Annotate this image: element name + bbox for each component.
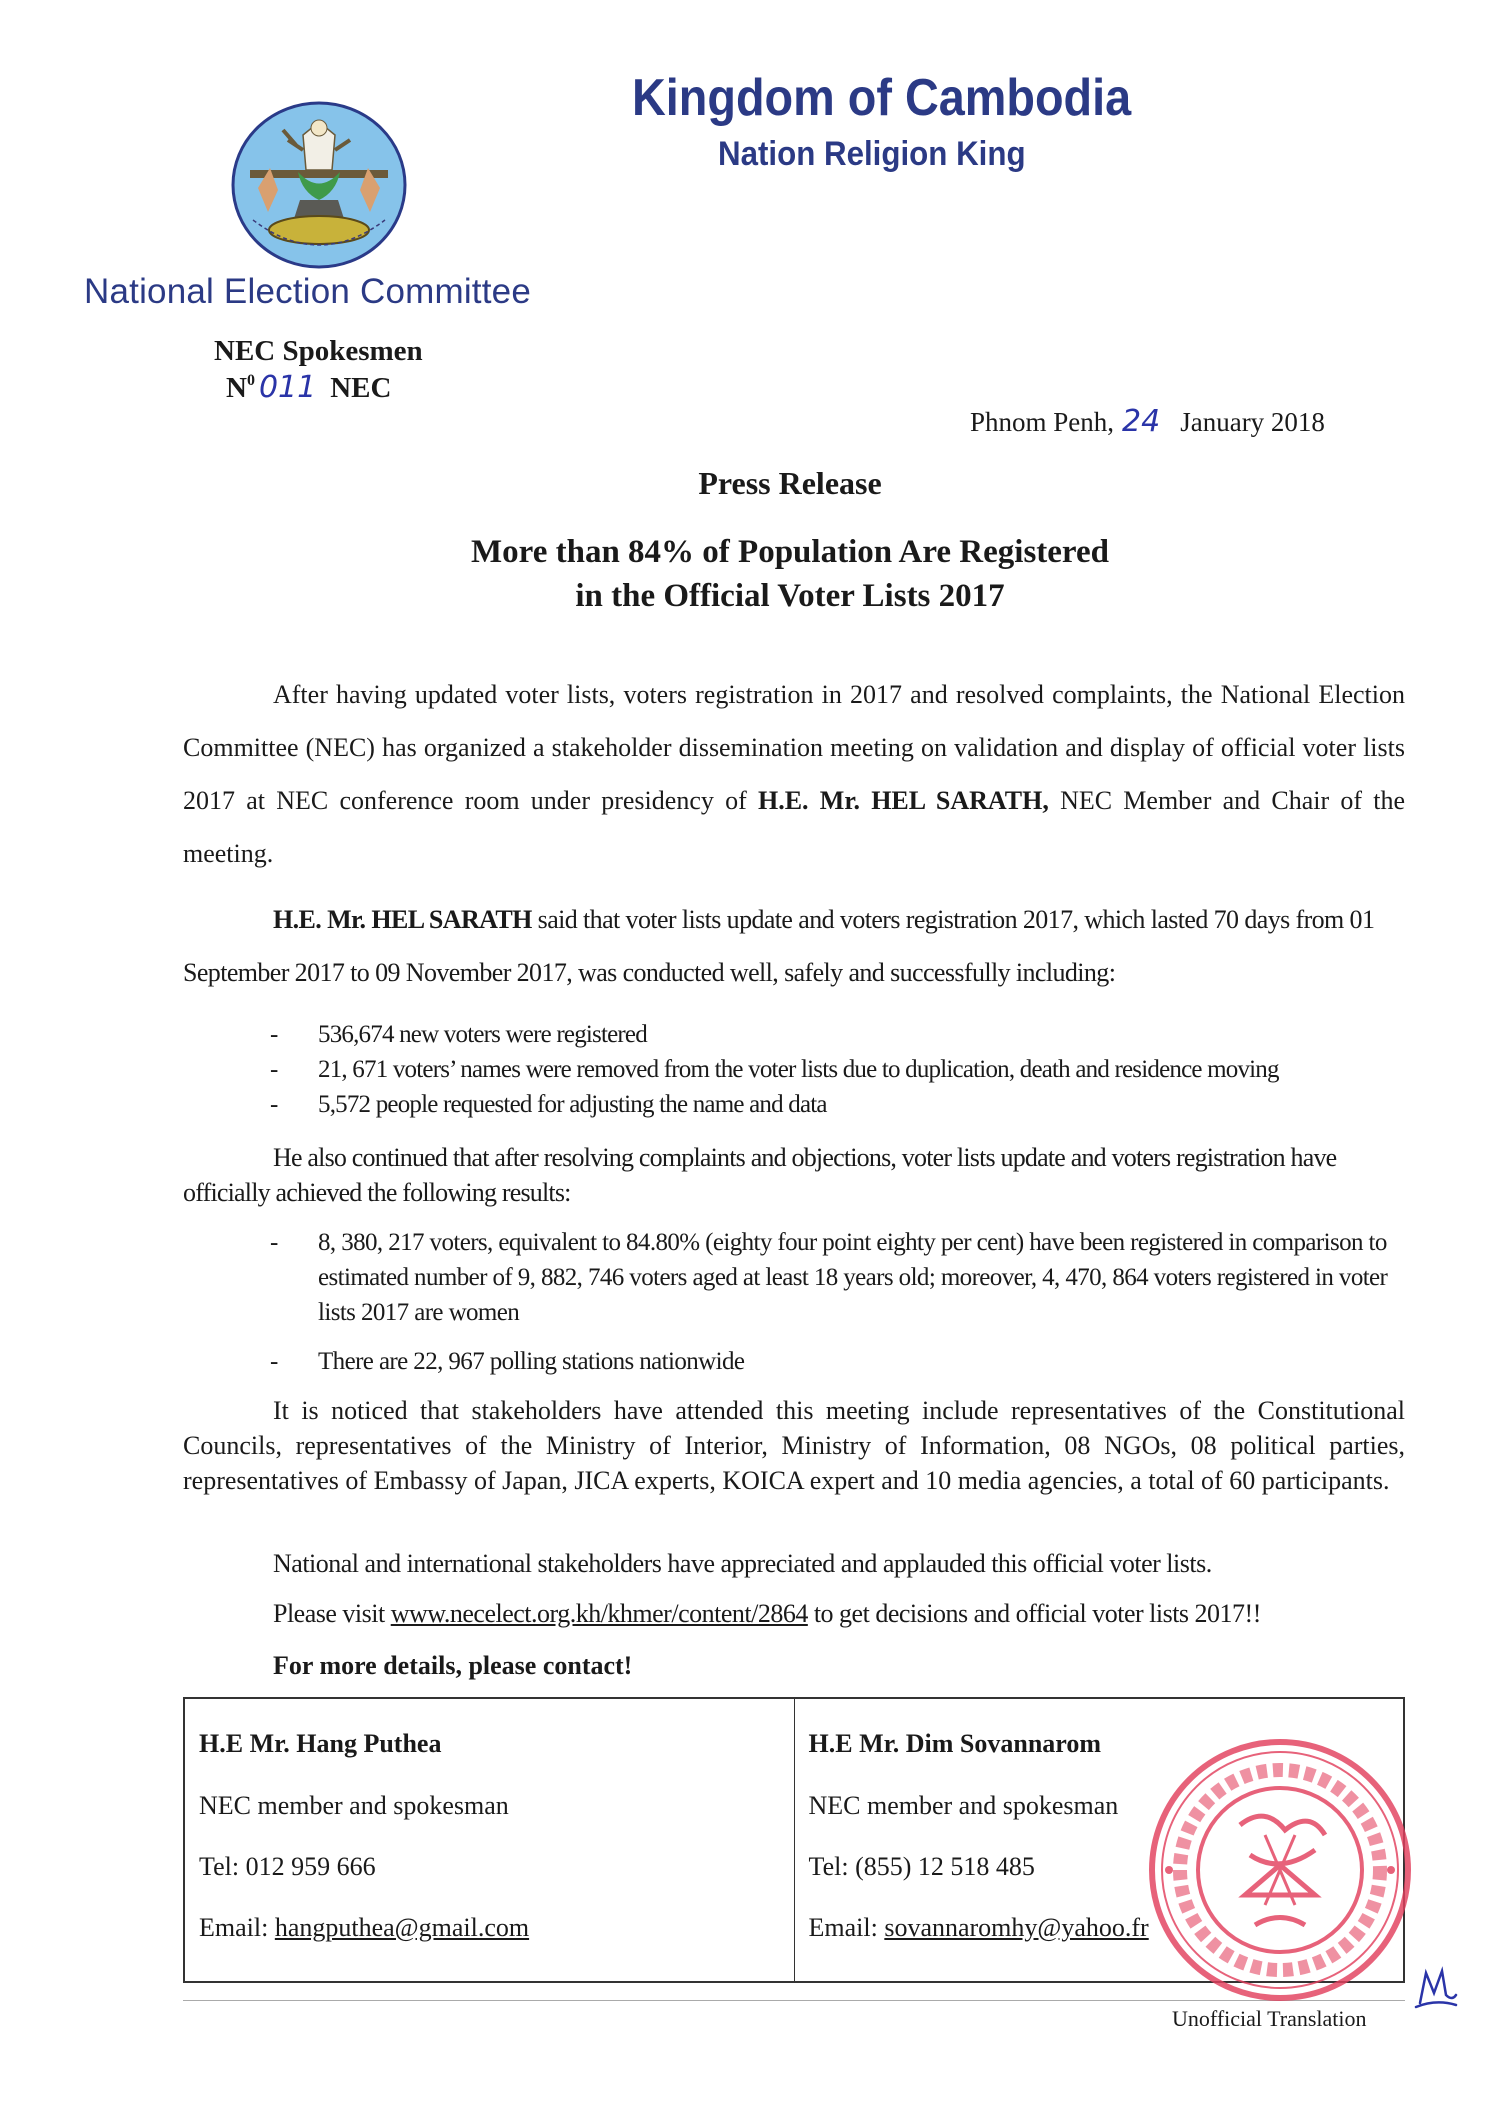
contact-prompt (183, 1648, 1405, 1683)
p6-post: to get decisions and official voter lists 2017!! (813, 1599, 1261, 1628)
date-month-year: January 2018 (1180, 407, 1325, 437)
email-label: Email: (808, 1913, 878, 1942)
headline-line-1: More than 84% of Population Are Registered (471, 534, 1109, 570)
paragraph-intro (183, 668, 1405, 880)
p3-text: He also continued that after resolving complaints and objections, voter lists update and voters registration have officially achieved the following results: (183, 1143, 1337, 1207)
official-stamp-icon (1145, 1735, 1415, 2005)
list-item: - There are 22, 967 polling stations nationwide (270, 1344, 1405, 1379)
contact-email (199, 1913, 780, 1943)
p2-bold-name: H.E. Mr. HEL SARATH (273, 905, 532, 934)
paragraph-results-intro (183, 1140, 1405, 1210)
ref-suffix: NEC (330, 372, 392, 404)
list-item: - 21, 671 voters’ names were removed from the voter lists due to duplication, death and residence moving (270, 1052, 1279, 1087)
office-name: NEC Spokesmen (214, 335, 423, 367)
tel-value: (855) 12 518 485 (855, 1852, 1035, 1881)
email-link[interactable]: sovannaromhy@yahoo.fr (884, 1913, 1149, 1942)
handwritten-initials-icon (1412, 1965, 1458, 2011)
tel-label: Tel: (199, 1852, 240, 1881)
contact-name: H.E Mr. Hang Puthea (199, 1729, 442, 1758)
paragraph-chair-statement (183, 893, 1405, 999)
date-line (970, 404, 1325, 439)
date-day-handwritten: 24 (1122, 404, 1161, 439)
email-link[interactable]: hangputhea@gmail.com (274, 1913, 530, 1942)
paragraph-stakeholders (183, 1393, 1405, 1498)
unofficial-translation-note: Unofficial Translation (1172, 2006, 1367, 2031)
ref-number-handwritten: 011 (258, 370, 317, 405)
contact-role: NEC member and spokesman (808, 1791, 1119, 1820)
ref-prefix: N (226, 372, 247, 404)
headline-line-2: in the Official Voter Lists 2017 (575, 578, 1005, 614)
headline (0, 530, 1500, 618)
list-item: - 8, 380, 217 voters, equivalent to 84.80% (eighty four point eighty per cent) have been registered in comparison to estimated number of 9, 882, 746 voters aged at least 18 years old; moreover, 4, 470, 864 voters registered in voter lists 2017 are women (270, 1225, 1405, 1330)
p2-text: said that voter lists update and voters registration 2017, which lasted 70 days from 01 September 2017 to 09 November 2017, was conducted well, safely and successfully including: (183, 905, 1375, 987)
date-place: Phnom Penh, (970, 407, 1115, 437)
p5-text: National and international stakeholders have appreciated and applauded this official voter lists. (273, 1549, 1212, 1578)
national-motto: Nation Religion King (718, 135, 1026, 173)
nec-emblem-logo (228, 100, 410, 270)
official-results-list (270, 1225, 1405, 1393)
p6-pre: Please visit (273, 1599, 385, 1628)
paragraph-appreciation (183, 1546, 1405, 1581)
contact-name: H.E Mr. Dim Sovannarom (808, 1729, 1102, 1758)
org-name: National Election Committee (84, 272, 531, 311)
email-label: Email: (199, 1913, 269, 1942)
tel-label: Tel: (808, 1852, 849, 1881)
p4-text: It is noticed that stakeholders have attended this meeting include representatives of the Constitutional Councils, representatives of the Ministry of Interior, Ministry of Information, 08 NGOs, 08 political parties, representatives of Embassy of Japan, JICA experts, KOICA expert and 10 media agencies, a total of 60 participants. (183, 1396, 1405, 1495)
reference-number (226, 370, 391, 405)
list-item: - 536,674 new voters were registered (270, 1017, 1279, 1052)
update-results-list (270, 1017, 1279, 1122)
p1-text: After having updated voter lists, voters registration in 2017 and resolved complaints, the National Election Committee (NEC) has organized a stakeholder dissemination meeting on validation and display of official voter lists 2017 at NEC conference room under presidency of (183, 680, 1405, 815)
p1-tail: NEC Member and Chair of the meeting. (183, 786, 1406, 868)
list-item: - 5,572 people requested for adjusting the name and data (270, 1087, 1279, 1122)
contact-card (185, 1699, 794, 1981)
tel-value: 012 959 666 (245, 1852, 376, 1881)
contact-tel (199, 1852, 780, 1882)
voter-lists-link[interactable]: www.necelect.org.kh/khmer/content/2864 (390, 1599, 808, 1628)
press-release-label: Press Release (698, 465, 882, 501)
contact-role: NEC member and spokesman (199, 1791, 509, 1820)
ref-sup: 0 (246, 372, 255, 389)
p1-bold-name: H.E. Mr. HEL SARATH, (757, 786, 1049, 815)
paragraph-visit (183, 1596, 1405, 1631)
country-title: Kingdom of Cambodia (632, 69, 1132, 127)
p7-text: For more details, please contact! (273, 1651, 633, 1680)
